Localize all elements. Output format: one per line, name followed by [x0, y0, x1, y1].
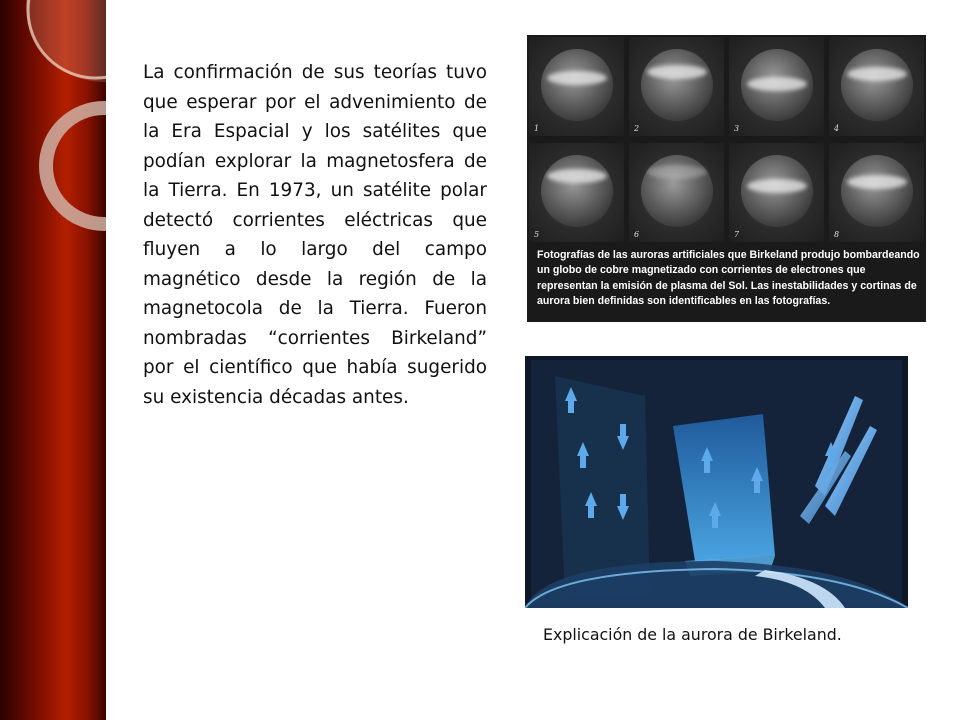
photo-number: 6 — [634, 230, 640, 239]
photo-number: 2 — [634, 124, 640, 133]
decorative-sidebar — [0, 0, 106, 720]
photo-cell — [629, 37, 724, 136]
photo-number: 4 — [834, 124, 840, 133]
aurora-illustration — [525, 356, 908, 608]
aurora-drawing — [525, 356, 908, 608]
photo-cell — [829, 143, 924, 242]
photo-grid-caption: Fotografías de las auroras artificiales que Birkeland produjo bombardeando un globo de cobre magnetizado con corrientes de electrones que representan la emisión de plasma del Sol. Las inestabilidades y cortinas de aurora bien definidas son identificables en las fotografías. — [537, 249, 920, 307]
photo-cell — [529, 143, 624, 242]
aurora-caption: Explicación de la aurora de Birkeland. — [543, 625, 842, 644]
birkeland-photo-grid — [527, 35, 926, 322]
photo-cell — [729, 37, 824, 136]
photo-cell — [629, 143, 724, 242]
photo-number: 7 — [734, 230, 740, 239]
photo-number: 8 — [834, 230, 840, 239]
photo-cell — [729, 143, 824, 242]
decorative-rings — [0, 0, 106, 720]
photo-number: 5 — [534, 230, 540, 239]
photo-cell — [829, 37, 924, 136]
photo-number: 3 — [734, 124, 740, 133]
photo-cells — [529, 37, 924, 243]
photo-cell — [529, 37, 624, 136]
photo-number: 1 — [534, 124, 540, 133]
body-paragraph: La confirmación de sus teorías tuvo que esperar por el advenimiento de la Era Espacial y los satélites que podían explorar la magnetosfera de la Tierra. En 1973, un satélite polar detectó corrientes eléctricas que fluyen a lo largo del campo magnético desde la región de la magnetocola de la Tierra. Fueron nombradas “corrientes Birkeland” por el científico que había sugerido su existencia décadas antes. — [143, 62, 487, 408]
